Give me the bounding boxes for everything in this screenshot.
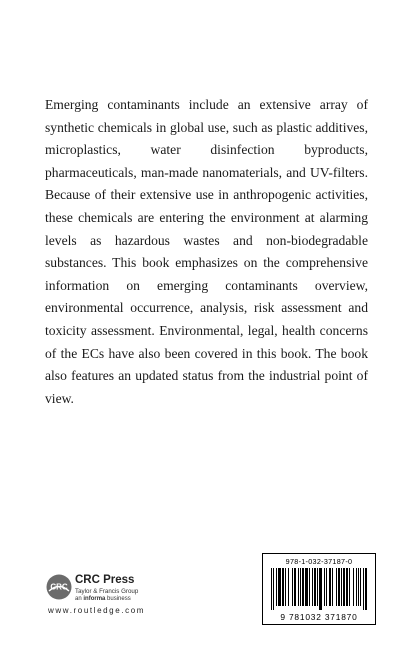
barcode-bar [305, 568, 308, 606]
publisher-group: Taylor & Francis Group [75, 588, 139, 595]
barcode-bar [294, 568, 296, 606]
barcode-bar [341, 568, 342, 606]
barcode-bar [324, 568, 325, 606]
barcode-bar [271, 568, 272, 610]
barcode-bar [336, 568, 337, 606]
publisher-block [46, 574, 166, 620]
crc-logo-icon [46, 574, 72, 600]
barcode-bar [317, 568, 318, 606]
barcode-bar [346, 568, 348, 606]
isbn-barcode [262, 553, 376, 625]
barcode-bar [349, 568, 350, 606]
publisher-business-line [75, 596, 131, 602]
barcode-bar [314, 568, 316, 606]
barcode-bar [282, 568, 284, 606]
publisher-url: www.routledge.com [48, 606, 146, 615]
barcode-bar [358, 568, 359, 606]
barcode-bar [329, 568, 331, 606]
barcode-bar [312, 568, 313, 606]
barcode-bar [343, 568, 345, 606]
barcode-bar [302, 568, 304, 606]
publisher-name: CRC Press [75, 574, 135, 586]
ean-digits: 9 781032 371870 [280, 612, 358, 622]
barcode-bar [300, 568, 301, 606]
barcode-bar [356, 568, 357, 606]
barcode-bar [332, 568, 333, 606]
barcode-bar [288, 568, 289, 606]
barcode-bar [273, 568, 274, 610]
barcode-bar [285, 568, 286, 606]
back-cover-blurb: Emerging contaminants include an extensive array of synthetic chemicals in global use, such as plastic additives, microplastics, water disinfection byproducts, pharmaceuticals, man-made nanomaterials, and UV-filters. Because of their extensive use in anthropogenic activities, these chemicals are entering the environment at alarming levels as hazardous wastes and non-biodegradable substances. This book emphasizes on the comprehensive information on emerging contaminants overview, environmental occurrence, analysis, risk assessment and toxicity assessment. Environmental, legal, health concerns of the ECs have also been covered in this book. The book also features an updated status from the industrial point of view. [45, 97, 368, 406]
barcode-bar [298, 568, 299, 606]
barcode-bar [292, 568, 293, 606]
barcode-bar [326, 568, 327, 606]
business-suffix: business [107, 596, 131, 602]
isbn-number: 978-1-032-37187-0 [285, 557, 353, 566]
crc-logo-text: CRC [50, 582, 68, 592]
barcode-bar [360, 568, 361, 606]
business-prefix: an [75, 596, 82, 602]
barcode-bar [276, 568, 277, 606]
barcode-bar [353, 568, 354, 606]
barcode-icon [271, 568, 367, 610]
business-brand: informa [83, 596, 106, 602]
barcode-bar [319, 568, 322, 610]
barcode-bar [309, 568, 310, 606]
barcode-bar [363, 568, 364, 610]
barcode-bar [278, 568, 281, 606]
barcode-bar [365, 568, 367, 610]
barcode-bar [338, 568, 340, 606]
